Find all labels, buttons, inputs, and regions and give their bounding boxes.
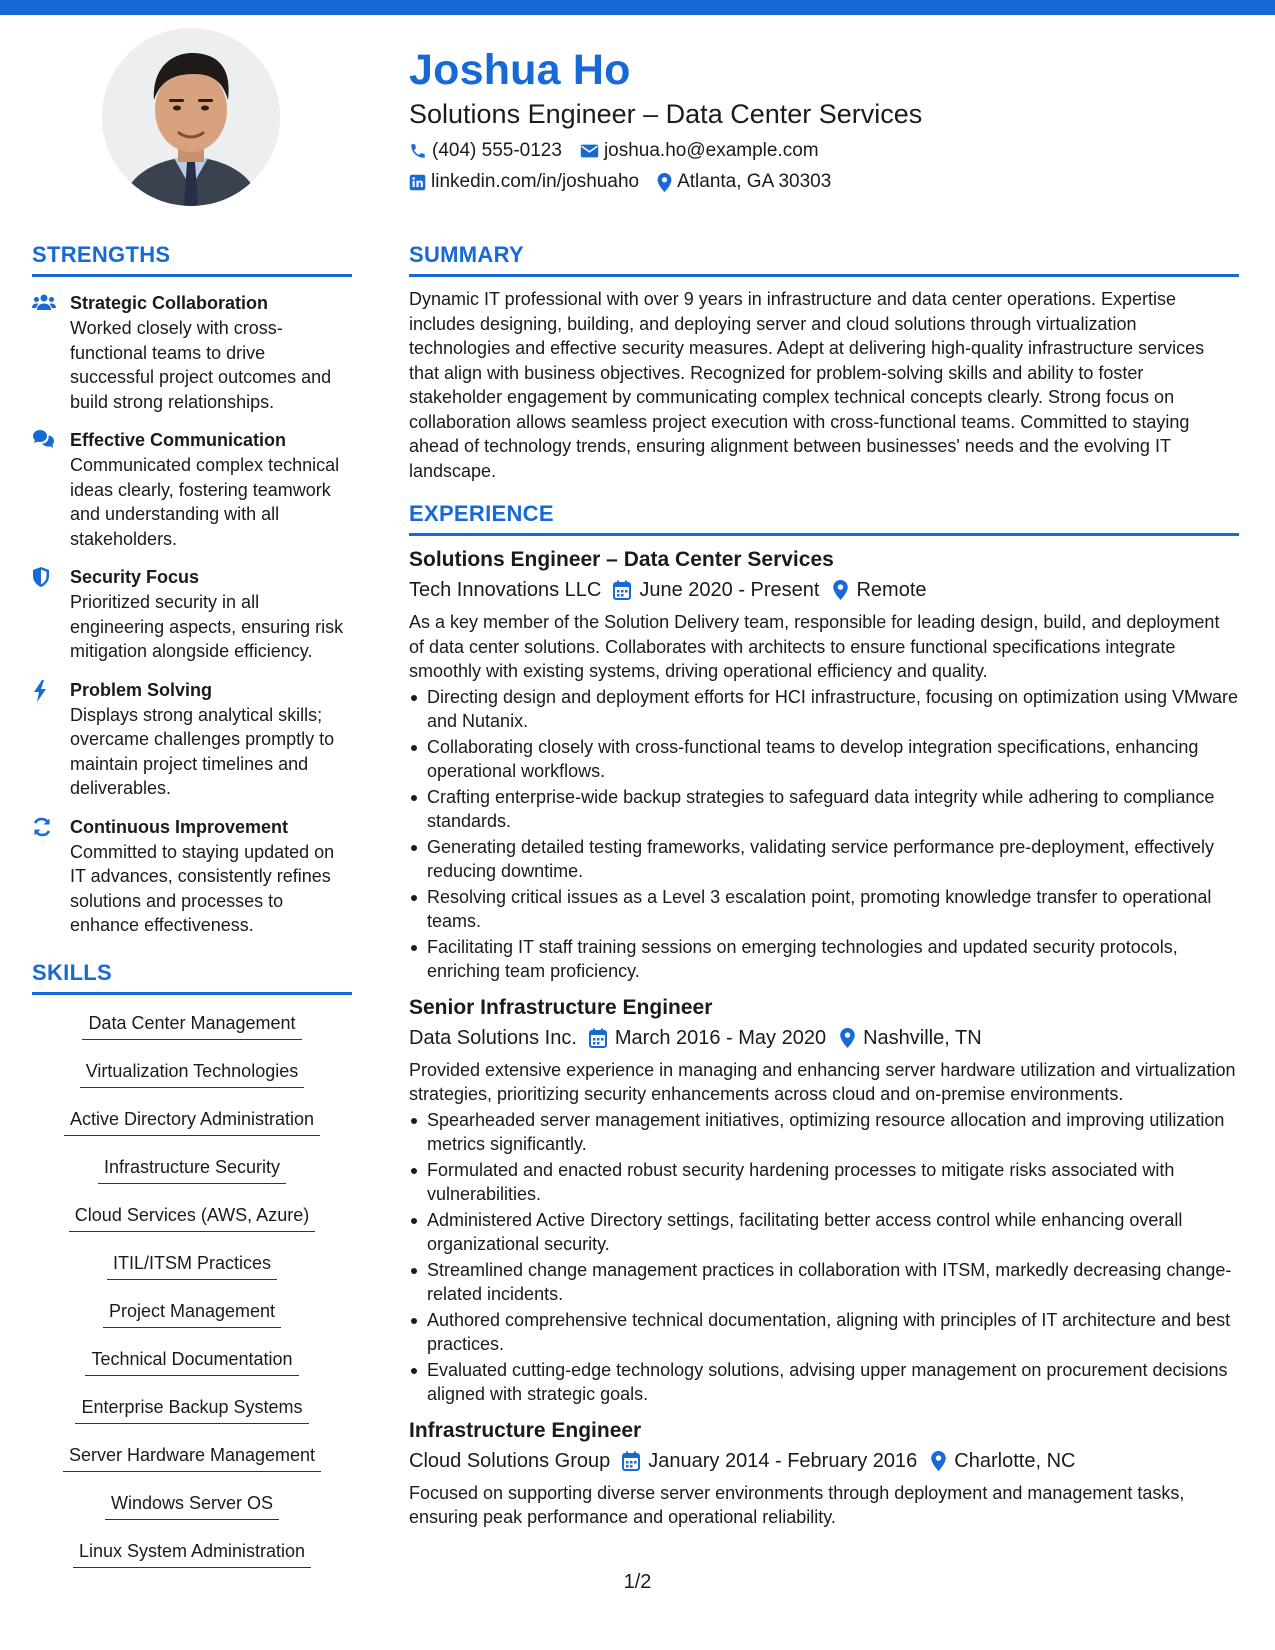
skill-tag: Server Hardware Management: [63, 1439, 321, 1472]
strength-desc: Communicated complex technical ideas clearly, fostering teamwork and understanding with all stakeholders.: [70, 455, 340, 549]
strength-title: Strategic Collaboration: [70, 293, 269, 313]
bullet-item: Formulated and enacted robust security hardening processes to mitigate risks associated with vulnerabilities.: [409, 1158, 1239, 1207]
strength-desc: Displays strong analytical skills; overcame challenges promptly to maintain project timelines and deliverables.: [70, 704, 335, 798]
shield-icon: [32, 567, 50, 587]
strength-desc: Prioritized security in all engineering aspects, ensuring risk mitigation alongside efficiency.: [70, 592, 344, 661]
strength-title: Security Focus: [70, 567, 200, 587]
job-entry: [409, 546, 1239, 984]
email-text: joshua.ho@example.com: [603, 140, 819, 161]
skill-tag: Linux System Administration: [73, 1535, 311, 1568]
bullet-item: Authored comprehensive technical documentation, aligning with principles of IT architecture and best practices.: [409, 1308, 1239, 1357]
users-icon: [32, 293, 56, 311]
company-name: Tech Innovations LLC: [409, 579, 602, 601]
job-bullets: [409, 1108, 1239, 1407]
strength-desc: Worked closely with cross-functional teams to drive successful project outcomes and build strong relationships.: [70, 318, 332, 412]
job-meta: [409, 1447, 1239, 1475]
right-column: [409, 240, 1239, 1530]
experience-heading: EXPERIENCE: [409, 499, 1239, 536]
job-dates: January 2014 - February 2016: [648, 1449, 918, 1472]
company-name: Cloud Solutions Group: [409, 1449, 611, 1472]
contact-row-1: [409, 139, 1239, 163]
location-contact: [657, 170, 831, 194]
skill-tag: Active Directory Administration: [64, 1103, 320, 1136]
calendar-icon: [589, 1028, 607, 1048]
strength-item: [32, 678, 352, 801]
job-entry: [409, 1417, 1239, 1530]
page-number: 1/2: [623, 1571, 652, 1593]
candidate-title: Solutions Engineer – Data Center Services: [409, 99, 923, 129]
skills-heading: SKILLS: [32, 958, 352, 995]
job-entry: [409, 994, 1239, 1407]
bullet-item: Evaluated cutting-edge technology solutions, advising upper management on procurement decisions aligned with strategic goals.: [409, 1358, 1239, 1407]
skill-tag: Enterprise Backup Systems: [75, 1391, 308, 1424]
map-pin-icon: [931, 1451, 946, 1471]
chat-bubbles-icon: [32, 430, 54, 448]
bullet-item: Resolving critical issues as a Level 3 escalation point, promoting knowledge transfer to operational teams.: [409, 885, 1239, 934]
strength-title: Problem Solving: [70, 679, 213, 700]
top-accent-bar: [0, 0, 1275, 15]
summary-heading: SUMMARY: [409, 240, 1239, 277]
job-location: Charlotte, NC: [954, 1449, 1076, 1472]
strength-title: Continuous Improvement: [70, 816, 289, 837]
phone-contact[interactable]: [409, 139, 562, 163]
calendar-icon: [613, 580, 631, 600]
strength-item: [32, 815, 352, 938]
skill-tag: Infrastructure Security: [98, 1151, 286, 1184]
resume-header: [409, 44, 1239, 194]
candidate-name: Joshua Ho: [409, 46, 631, 94]
job-title: Senior Infrastructure Engineer: [409, 995, 713, 1019]
job-location: Remote: [856, 579, 927, 601]
job-description: As a key member of the Solution Delivery team, responsible for leading design, build, and deployment of data center solutions. Collaborates with architects to ensure functional specifications integrate smoothly with existing systems, driving operational efficiency and quality.: [409, 612, 1220, 681]
bullet-item: Facilitating IT staff training sessions on emerging technologies and updated security protocols, enriching team proficiency.: [409, 935, 1239, 984]
linkedin-icon: [409, 174, 426, 191]
avatar: [102, 28, 280, 206]
skill-tag: ITIL/ITSM Practices: [107, 1247, 277, 1280]
skill-tag: Data Center Management: [82, 1007, 301, 1040]
job-title: Infrastructure Engineer: [409, 1418, 642, 1442]
phone-text: (404) 555-0123: [432, 140, 562, 161]
refresh-icon: [32, 817, 52, 837]
skill-tag: Technical Documentation: [85, 1343, 298, 1376]
left-column: [32, 240, 352, 1583]
skill-tag: Virtualization Technologies: [80, 1055, 304, 1088]
bullet-item: Spearheaded server management initiatives, optimizing resource allocation and improving utilization metrics significantly.: [409, 1108, 1239, 1157]
phone-icon: [409, 142, 427, 160]
bullet-item: Directing design and deployment efforts for HCI infrastructure, focusing on optimization using VMware and Nutanix.: [409, 685, 1239, 734]
linkedin-contact[interactable]: [409, 170, 639, 194]
skills-list: [32, 1007, 352, 1583]
job-description: Provided extensive experience in managing and enhancing server hardware utilization and virtualization strategies, prioritizing security enhancements across cloud and on-premise environments.: [409, 1059, 1236, 1104]
skill-tag: Project Management: [103, 1295, 281, 1328]
skill-tag: Cloud Services (AWS, Azure): [69, 1199, 315, 1232]
bullet-item: Crafting enterprise-wide backup strategies to safeguard data integrity while adhering to compliance standards.: [409, 785, 1239, 834]
company-name: Data Solutions Inc.: [409, 1026, 577, 1049]
job-title: Solutions Engineer – Data Center Services: [409, 548, 834, 571]
bullet-item: Streamlined change management practices in collaboration with ITSM, markedly decreasing change-related incidents.: [409, 1258, 1239, 1307]
job-dates: March 2016 - May 2020: [614, 1026, 827, 1049]
map-pin-icon: [833, 580, 848, 600]
job-description: Focused on supporting diverse server environments through deployment and management tasks, ensuring peak performance and operational reliability.: [409, 1482, 1185, 1527]
map-pin-icon: [657, 173, 672, 192]
location-text: Atlanta, GA 30303: [677, 171, 832, 192]
bolt-icon: [32, 680, 48, 702]
strength-title: Effective Communication: [70, 430, 287, 450]
job-meta: [409, 576, 1239, 604]
linkedin-text: linkedin.com/in/joshuaho: [431, 171, 640, 192]
summary-text: Dynamic IT professional with over 9 years in infrastructure and data center operations. Expertise includes designing, building, and deploying server and cloud solutions through virtualization technologies and effective security measures. Adept at delivering high-quality infrastructure services that align with business objectives. Recognized for problem-solving skills and ability to foster stakeholder engagement by communicating complex technical concepts clearly. Strong focus on collaboration allows seamless project execution with cross-functional teams. Committed to staying ahead of technology trends, ensuring alignment between businesses' needs and the evolving IT landscape.: [409, 289, 1205, 481]
bullet-item: Administered Active Directory settings, facilitating better access control while enhancing overall organizational security.: [409, 1208, 1239, 1257]
job-bullets: [409, 685, 1239, 984]
skill-tag: Windows Server OS: [105, 1487, 279, 1520]
email-contact[interactable]: [580, 139, 819, 163]
bullet-item: Generating detailed testing frameworks, validating service performance pre-deployment, effectively reducing downtime.: [409, 835, 1239, 884]
job-location: Nashville, TN: [863, 1026, 982, 1049]
strength-item: [32, 291, 352, 414]
profile-photo: [102, 28, 280, 206]
envelope-icon: [580, 143, 599, 159]
bullet-item: Collaborating closely with cross-functional teams to develop integration specifications, enhancing operational workflows.: [409, 735, 1239, 784]
job-dates: June 2020 - Present: [639, 579, 820, 601]
calendar-icon: [622, 1451, 640, 1471]
strengths-heading: STRENGTHS: [32, 240, 352, 277]
contact-row-2: [409, 170, 1239, 194]
map-pin-icon: [840, 1028, 855, 1048]
strength-desc: Committed to staying updated on IT advances, consistently refines solutions and processes to enhance effectiveness.: [70, 841, 335, 935]
job-meta: [409, 1024, 1239, 1052]
strength-item: [32, 428, 352, 551]
strength-item: [32, 565, 352, 664]
